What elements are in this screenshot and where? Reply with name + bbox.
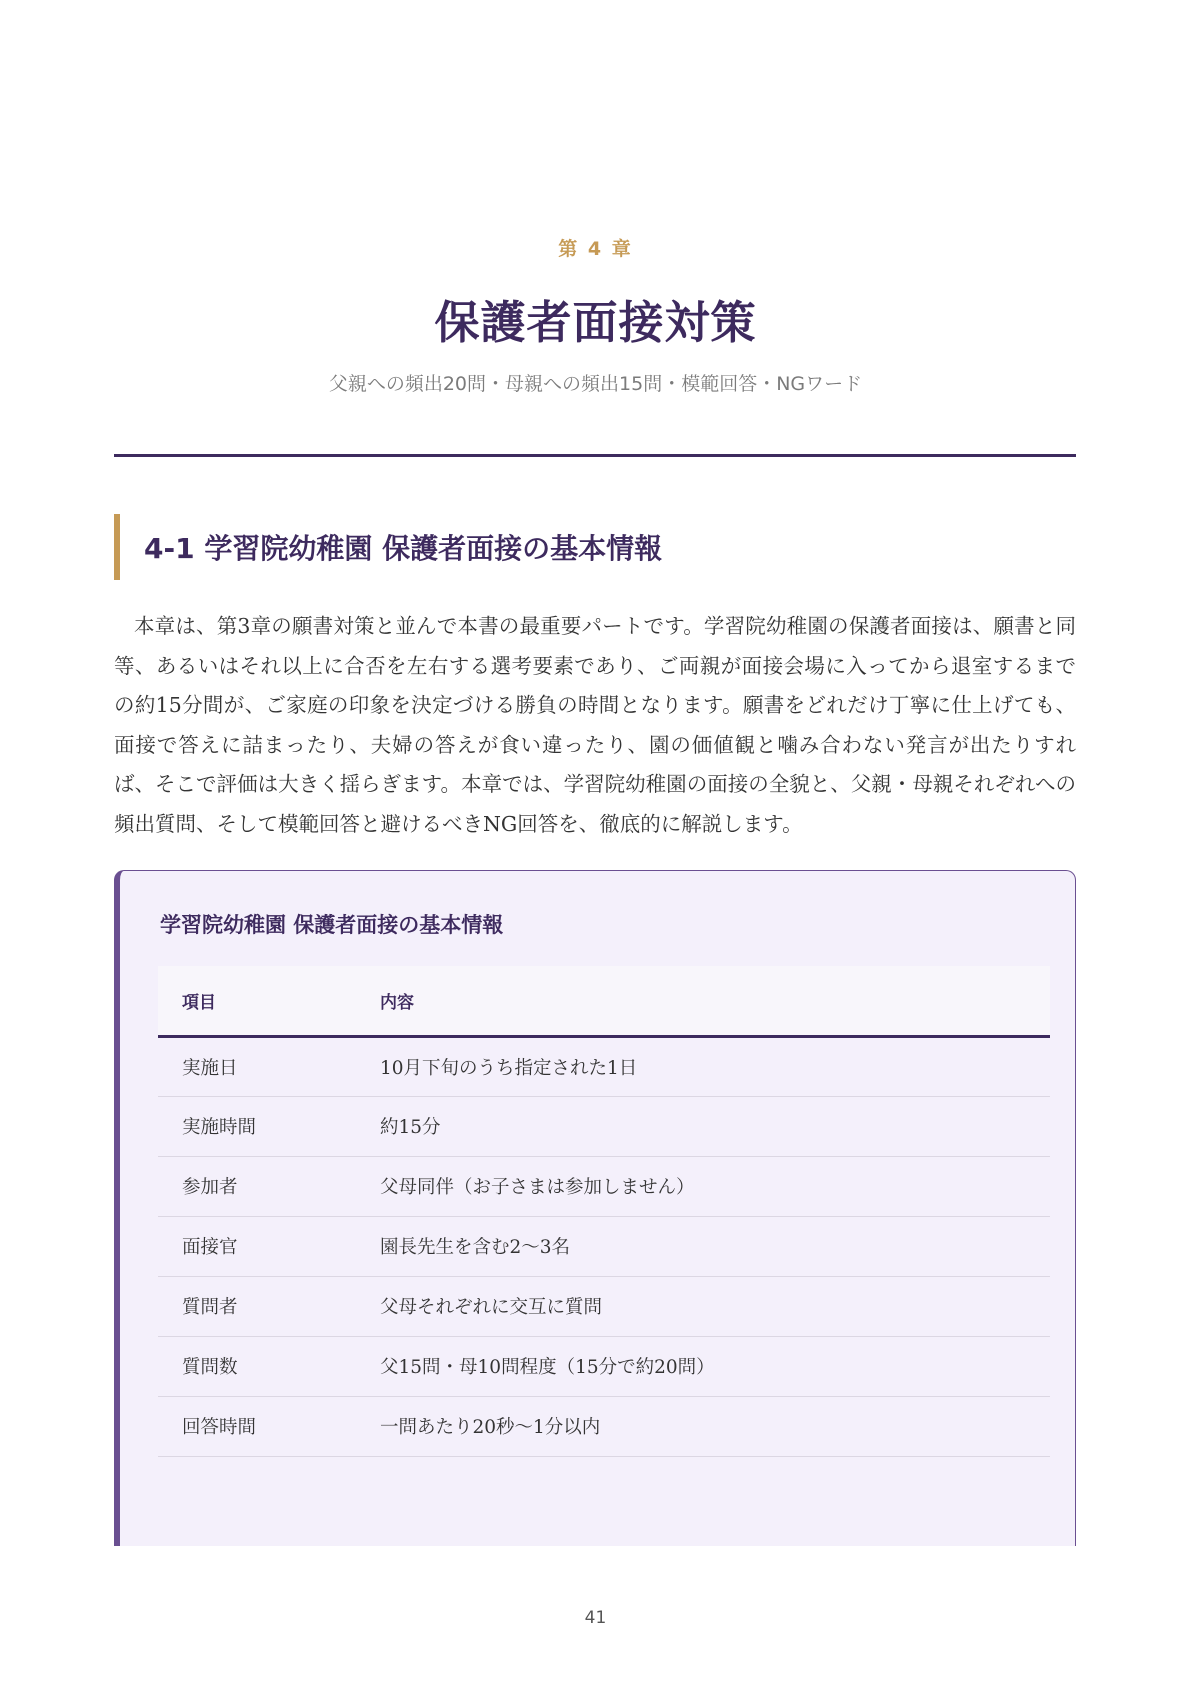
- table-header-item: 項目: [158, 966, 356, 1036]
- table-cell-content: 一問あたり20秒〜1分以内: [356, 1396, 1050, 1456]
- table-row: [158, 1156, 1050, 1216]
- table-cell-content: 父母同伴（お子さまは参加しません）: [356, 1156, 1050, 1216]
- info-box-title: 学習院幼稚園 保護者面接の基本情報: [160, 913, 504, 937]
- table-row: [158, 1396, 1050, 1456]
- info-box: [114, 870, 1076, 1546]
- table-cell-content: 父15問・母10問程度（15分で約20問）: [356, 1336, 1050, 1396]
- table-row: [158, 1036, 1050, 1096]
- info-table: [158, 966, 1050, 1457]
- table-row: [158, 1276, 1050, 1336]
- chapter-divider: [114, 454, 1076, 457]
- table-cell-content: 父母それぞれに交互に質問: [356, 1276, 1050, 1336]
- table-row: [158, 1096, 1050, 1156]
- table-cell-item: 質問数: [158, 1336, 356, 1396]
- table-cell-content: 約15分: [356, 1096, 1050, 1156]
- chapter-label: 第 4 章: [558, 238, 633, 260]
- chapter-subtitle: 父親への頻出20問・母親への頻出15問・模範回答・NGワード: [328, 373, 863, 395]
- chapter-title: 保護者面接対策: [434, 296, 757, 349]
- table-cell-item: 質問者: [158, 1276, 356, 1336]
- table-cell-content: 園長先生を含む2〜3名: [356, 1216, 1050, 1276]
- section-heading-text: 4-1 学習院幼稚園 保護者面接の基本情報: [144, 532, 663, 565]
- table-row: [158, 1336, 1050, 1396]
- table-cell-content: 10月下旬のうち指定された1日: [356, 1036, 1050, 1096]
- table-header-row: [158, 966, 1050, 1036]
- table-cell-item: 参加者: [158, 1156, 356, 1216]
- table-cell-item: 面接官: [158, 1216, 356, 1276]
- table-cell-item: 実施日: [158, 1036, 356, 1096]
- table-row: [158, 1216, 1050, 1276]
- intro-paragraph: 本章は、第3章の願書対策と並んで本書の最重要パートです。学習院幼稚園の保護者面接は、願書と同等、あるいはそれ以上に合否を左右する選考要素であり、ご両親が面接会場に入ってから退室するまでの約15分間が、ご家庭の印象を決定づける勝負の時間となります。願書をどれだけ丁寧に仕上げても、面接で答えに詰まったり、夫婦の答えが食い違ったり、園の価値観と噛み合わない発言が出たりすれば、そこで評価は大きく揺らぎます。本章では、学習院幼稚園の面接の全貌と、父親・母親それぞれへの頻出質問、そして模範回答と避けるべきNG回答を、徹底的に解説します。: [114, 614, 1076, 836]
- table-cell-item: 実施時間: [158, 1096, 356, 1156]
- section-heading: [114, 514, 1014, 580]
- table-header-content: 内容: [356, 966, 1050, 1036]
- page-number: 41: [584, 1608, 607, 1628]
- table-cell-item: 回答時間: [158, 1396, 356, 1456]
